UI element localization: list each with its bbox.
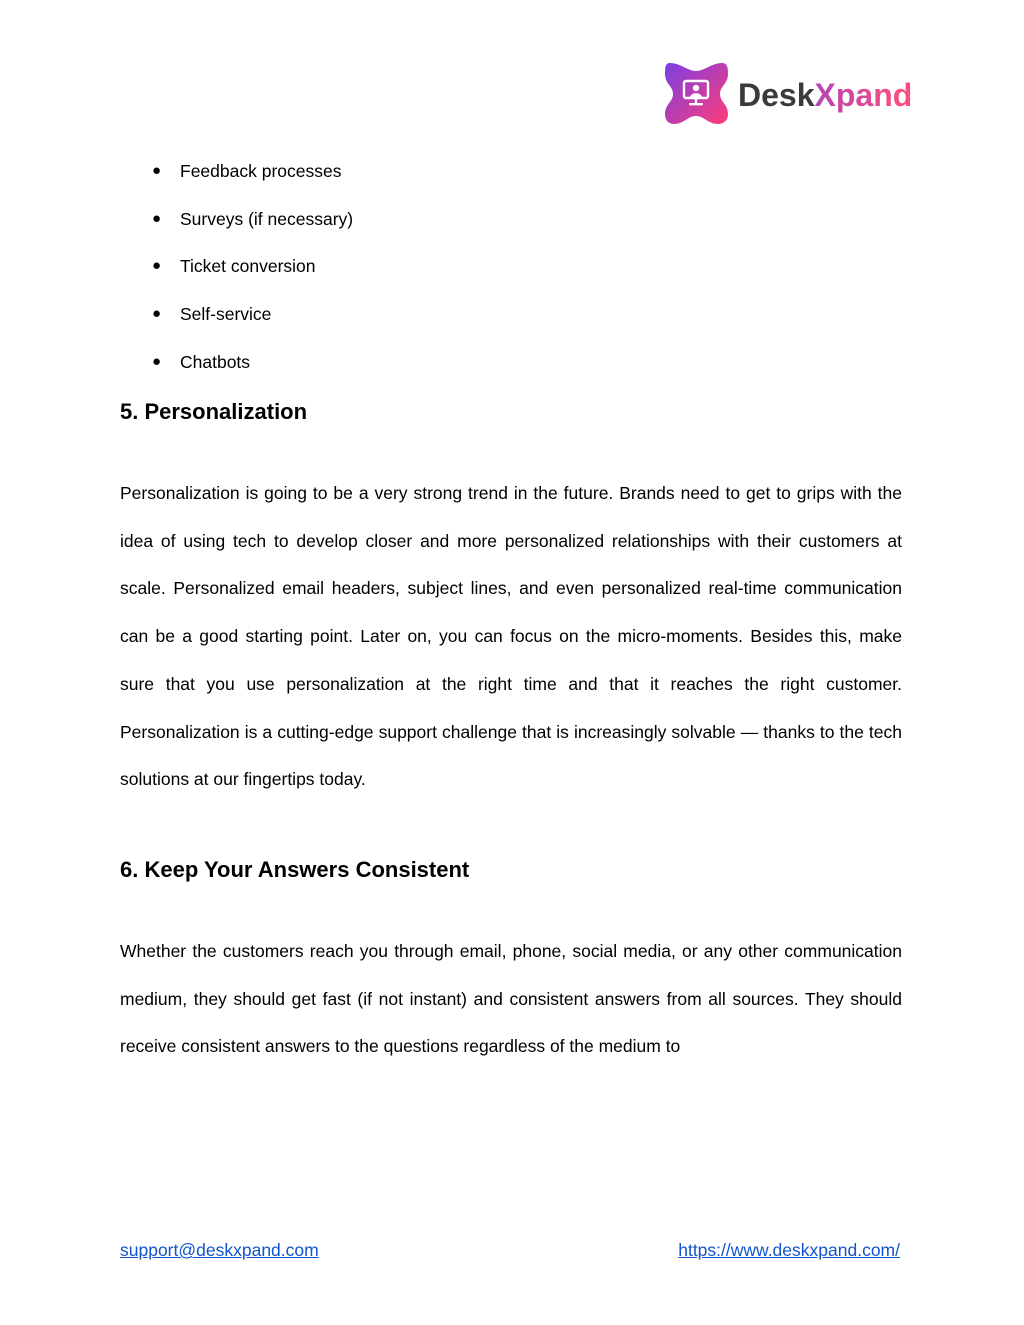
list-item-text: Surveys (if necessary) xyxy=(180,208,354,229)
list-item-text: Self-service xyxy=(180,304,272,325)
list-item xyxy=(120,248,353,296)
svg-text:DeskXpand xyxy=(738,77,912,113)
deskxpand-logo-graphic xyxy=(664,60,944,128)
bullet-dot: ● xyxy=(152,209,162,227)
logo-text-xpand: Xpand xyxy=(814,77,913,113)
support-email-link[interactable]: support@deskxpand.com xyxy=(120,1240,319,1260)
website-link[interactable]: https://www.deskxpand.com/ xyxy=(678,1240,900,1260)
section-5-heading: 5. Personalization xyxy=(120,399,308,424)
section-5-paragraph: Personalization is going to be a very strong trend in the future. Brands need to get to grips with the idea of using tech to develop closer and more personalized relationships with their customers at scale. Personalized email headers, subject lines, and even personalized real-time communication can be a good starting point. Later on, you can focus on the micro-moments. Besides this, make sure that you use personalization at the right time and that it reaches the right customer. Personalization is a cutting-edge support challenge that is increasingly solvable — thanks to the tech solutions at our fingertips today. xyxy=(120,483,902,790)
list-item xyxy=(120,201,353,249)
bullet-dot: ● xyxy=(152,257,162,275)
bullet-dot: ● xyxy=(152,162,162,179)
list-item xyxy=(120,344,353,392)
bullet-list xyxy=(120,153,353,391)
list-item xyxy=(120,153,353,201)
list-item-text: Chatbots xyxy=(180,351,251,372)
section-6-paragraph: Whether the customers reach you through email, phone, social media, or any other communication medium, they should get fast (if not instant) and consistent answers from all sources. They should receive consistent answers to the questions regardless of the medium to xyxy=(120,941,902,1057)
section-6-heading: 6. Keep Your Answers Consistent xyxy=(120,857,470,882)
deskxpand-logo xyxy=(664,60,944,128)
bullet-dot: ● xyxy=(152,305,162,323)
bullet-dot: ● xyxy=(152,352,162,370)
list-item-text: Ticket conversion xyxy=(180,256,316,277)
logo-text-desk: Desk xyxy=(738,77,815,113)
list-item-text: Feedback processes xyxy=(180,161,342,181)
list-item xyxy=(120,296,353,344)
